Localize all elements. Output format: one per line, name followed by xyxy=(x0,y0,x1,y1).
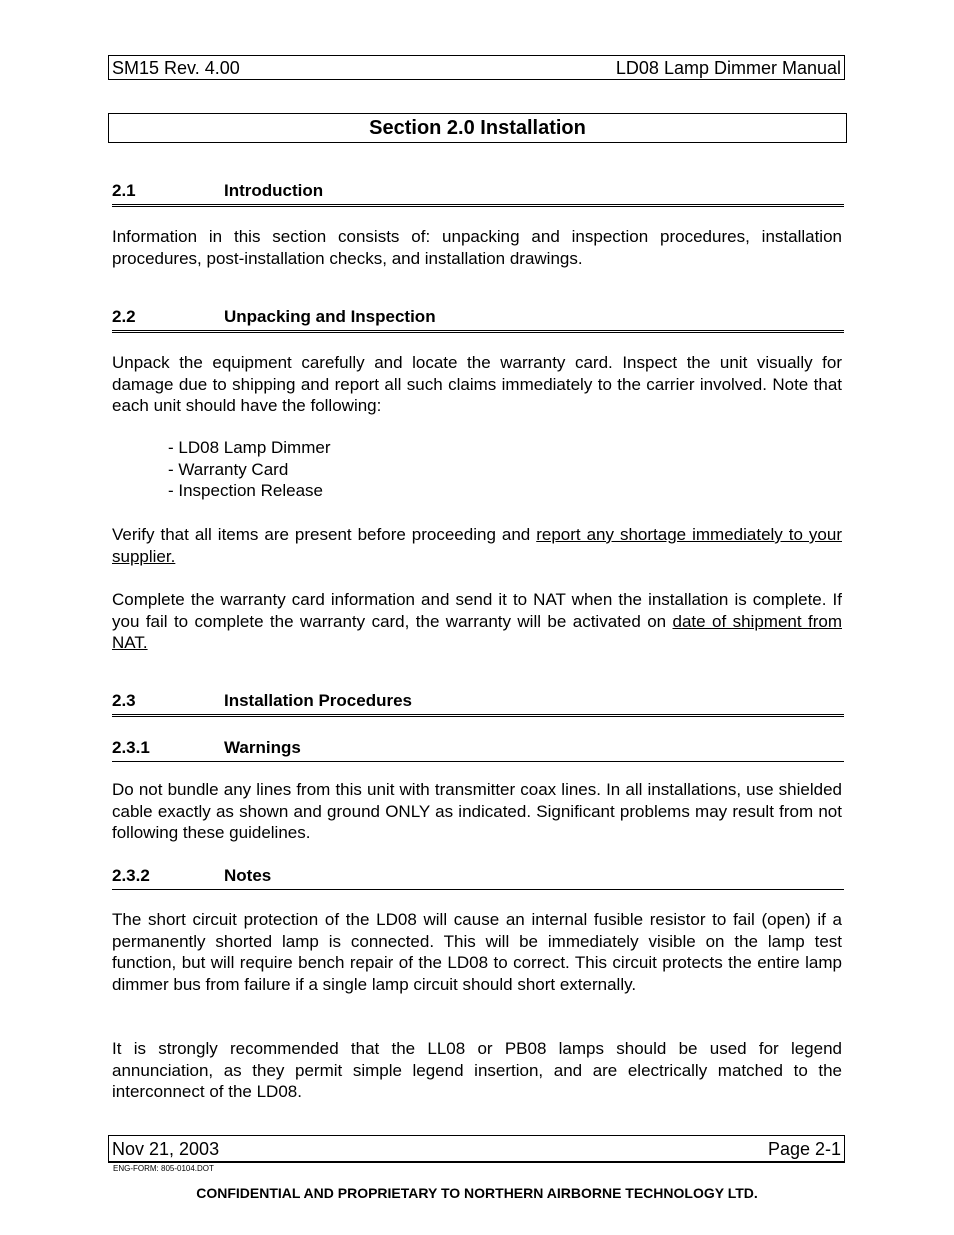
confidential-notice: CONFIDENTIAL AND PROPRIETARY TO NORTHERN AIRBORNE TECHNOLOGY LTD. xyxy=(196,1185,758,1201)
heading-text: Notes xyxy=(224,866,272,885)
list-item: - LD08 Lamp Dimmer xyxy=(168,438,331,457)
page-footer xyxy=(108,1135,845,1163)
page-header xyxy=(108,55,845,80)
items-list xyxy=(168,437,331,502)
heading-number: 2.3.1 xyxy=(112,738,150,757)
heading-2-3-2 xyxy=(112,866,844,890)
heading-text: Introduction xyxy=(224,181,324,200)
heading-number: 2.2 xyxy=(112,307,136,326)
footer-date: Nov 21, 2003 xyxy=(112,1139,220,1159)
doc-revision: SM15 Rev. 4.00 xyxy=(112,58,240,78)
paragraph-notes-1: The short circuit protection of the LD08 will cause an internal fusible resistor to fail (open) if a permanently shorted lamp is connected. This will be immediately visible on the lamp test function, but will require bench repair of the LD08 to correct. This circuit protects the entire lamp dimmer bus from failure if a single lamp circuit should short externally. xyxy=(112,910,842,994)
section-title: Section 2.0 Installation xyxy=(108,113,847,143)
heading-number: 2.1 xyxy=(112,181,136,200)
doc-title: LD08 Lamp Dimmer Manual xyxy=(615,58,841,78)
paragraph-warranty: Complete the warranty card information and send it to NAT when the installation is complete. If you fail to complete the warranty card, the warranty will be activated on date of shipment from NAT. xyxy=(112,590,842,652)
paragraph-verify: Verify that all items are present before proceeding and report any shortage immediately to your supplier. xyxy=(112,525,842,566)
paragraph-notes-2: It is strongly recommended that the LL08 or PB08 lamps should be used for legend annunciation, as they permit simple legend insertion, and are electrically matched to the interconnect of the LD08. xyxy=(112,1039,842,1101)
heading-2-3 xyxy=(112,691,844,717)
paragraph-introduction: Information in this section consists of: unpacking and inspection procedures, installation procedures, post-installation checks, and installation drawings. xyxy=(112,227,842,268)
heading-text: Installation Procedures xyxy=(224,691,412,710)
heading-number: 2.3.2 xyxy=(112,866,150,885)
heading-number: 2.3 xyxy=(112,691,136,710)
list-item: - Warranty Card xyxy=(168,459,289,479)
heading-2-1 xyxy=(112,181,844,207)
list-item: - Inspection Release xyxy=(168,481,323,500)
heading-text: Warnings xyxy=(224,738,301,757)
page-number: Page 2-1 xyxy=(767,1139,841,1159)
heading-2-3-1 xyxy=(112,738,844,762)
underlined-text: date of shipment from NAT. xyxy=(112,611,842,652)
heading-text: Unpacking and Inspection xyxy=(224,307,436,326)
paragraph-warnings: Do not bundle any lines from this unit with transmitter coax lines. In all installations, use shielded cable exactly as shown and ground ONLY as indicated. Significant problems may result from not following these guidelines. xyxy=(112,780,842,842)
heading-2-2 xyxy=(112,307,844,333)
underlined-text: report any shortage immediately to your supplier. xyxy=(112,525,842,566)
form-id: ENG-FORM: 805-0104.DOT xyxy=(113,1164,214,1173)
paragraph-unpacking: Unpack the equipment carefully and locate the warranty card. Inspect the unit visually for damage due to shipping and report all such claims immediately to the carrier involved. Note that each unit should have the following: xyxy=(112,353,842,415)
